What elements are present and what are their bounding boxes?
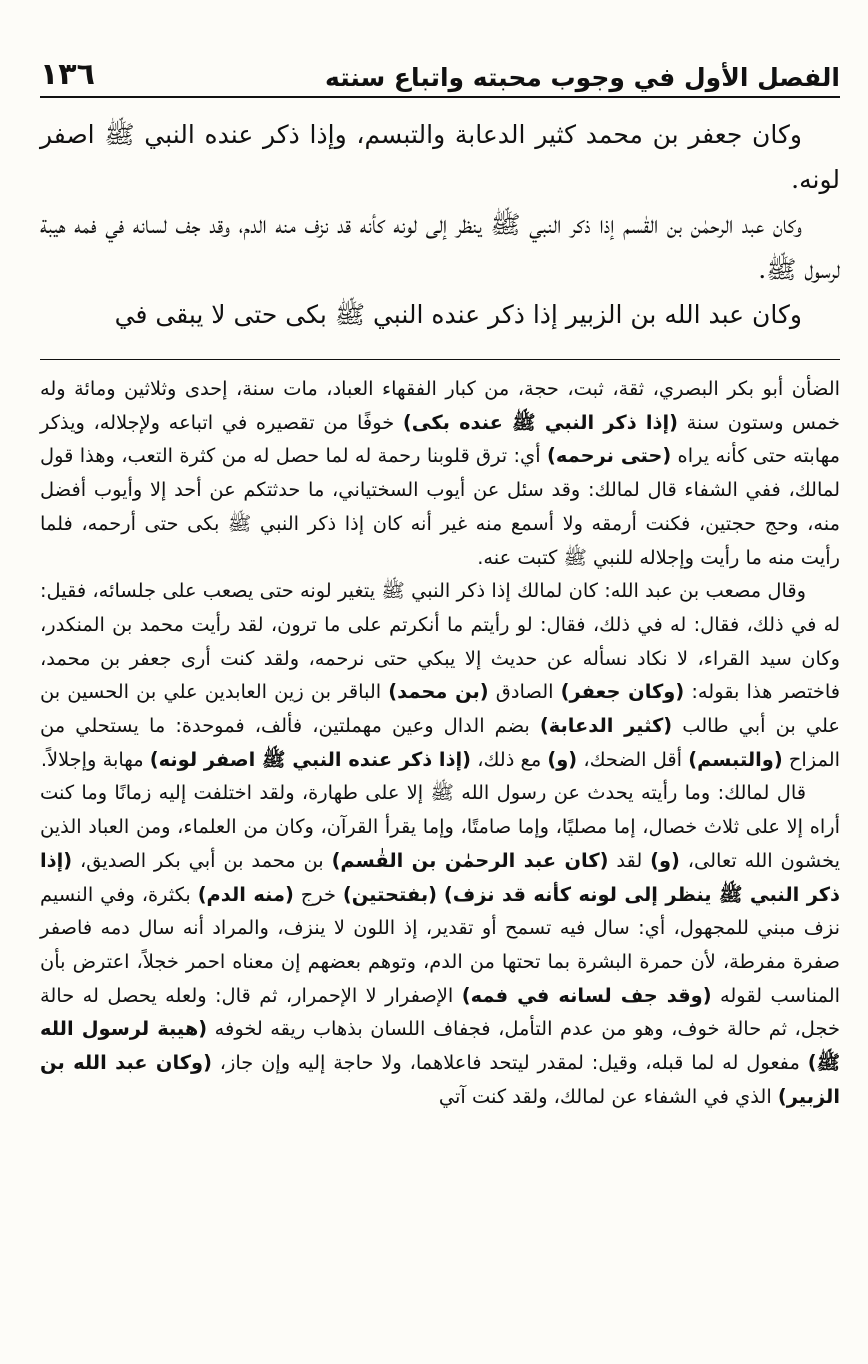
running-title: الفصل الأول في وجوب محبته واتباع سنته (325, 63, 840, 92)
quoted-matn: (والتبسم) (688, 747, 783, 771)
footnote-divider (40, 359, 840, 360)
quoted-matn: (إذا ذكر النبي ﷺ ينظر إلى لونه كأنه قد نزف) (40, 848, 841, 906)
quoted-matn: (هيبة لرسول الله ﷺ) (40, 1017, 840, 1075)
quoted-matn: (وكان جعفر) (560, 680, 685, 704)
commentary (40, 372, 840, 1113)
commentary-paragraph: قال لمالك: وما رأيته يحدث عن رسول الله ﷺ إلا على طهارة، ولقد اختلفت إليه زمانًا وما كنت أراه إلا على ثلاث خصال، إما مصليًا، وإما صامتًا، وإما يقرأ القرآن، وكان من العلماء، ومن العباد الذين يخشون الله تعالى، (و) لقد (كان عبد الرحمٰن بن القٰسم) بن محمد بن أبي بكر الصديق، (إذا ذكر النبي ﷺ ينظر إلى لونه كأنه قد نزف) (بفتحتين) خرج (منه الدم) بكثرة، وفي النسيم نزف مبني للمجهول، أي: سال فيه تسمح أو تقدير، إذ اللون لا ينزف، والمراد أنه سال دمه فاصفر صفرة مفرطة، لأن حمرة البشرة بما تحتها من الدم، وتوهم بعضهم إن معناه احمر خجلاً، اعترض بأن المناسب لقوله (وقد جف لسانه في فمه) الإصفرار لا الإحمرار، ثم قال: ولعله يحصل له حالة خجل، ثم حالة خوف، وهو من عدم التأمل، فجفاف اللسان بذهاب ريقه لخوفه (هيبة لرسول الله ﷺ) مفعول له لما قبله، وقيل: لمقدر ليتحد فاعلاهما، ولا حاجة إليه وإن جاز، (وكان عبد الله بن الزبير) الذي في الشفاء عن لمالك، ولقد كنت آتي (40, 781, 841, 1108)
commentary-paragraph: وقال مصعب بن عبد الله: كان لمالك إذا ذكر النبي ﷺ يتغير لونه حتى يصعب على جلسائه، فقيل: له في ذلك، فقال: له في ذلك، فقال: لو رأيتم ما أنكرتم على ما ترون، لقد رأيت محمد بن المنكدر، وكان سيد القراء، لا نكاد نسأله عن حديث إلا يبكي حتى نرحمه، ولقد كنت أرى جعفر بن محمد، فاختصر هذا بقوله: (وكان جعفر) الصادق (بن محمد) الباقر بن زين العابدين علي بن الحسين بن علي بن أبي طالب (كثير الدعابة) بضم الدال وعين مهملتين، فألف، فموحدة: ما يستحلي من المزاح (والتبسم) أقل الضحك، (و) مع ذلك، (إذا ذكر عنده النبي ﷺ اصفر لونه) مهابة وإجلالاً. (40, 579, 841, 771)
quoted-matn: (وقد جف لسانه في فمه) (461, 983, 712, 1007)
quoted-matn: (كثير الدعابة) (539, 714, 673, 738)
quoted-matn: (كان عبد الرحمٰن بن القٰسم) (331, 848, 609, 872)
main-text (40, 112, 840, 337)
page-header (40, 50, 840, 98)
commentary-paragraph: الضأن أبو بكر البصري، ثقة، ثبت، حجة، من كبار الفقهاء العباد، مات سنة، إحدى وثلاثين ومائة وله خمس وستون سنة (إذا ذكر النبي ﷺ عنده بكى) خوفًا من تقصيره في اتباعه ولإجلاله، ويذكر مهابته حتى كأنه يراه (حتى نرحمه) أي: ترق قلوبنا رحمة له لما حصل له من كثرة التعب، وهذا قول لمالك، ففي الشفاء قال لمالك: وقد سئل عن أيوب السختياني، ما حدثتكم عن أحد إلا وأيوب أفضل منه، وحج حجتين، فكنت أرمقه ولا أسمع منه غير أنه كان إذا ذكر النبي ﷺ بكى حتى أرحمه، فلما رأيت منه ما رأيت وإجلاله للنبي ﷺ كتبت عنه. (40, 377, 841, 569)
quoted-matn: (إذا ذكر عنده النبي ﷺ اصفر لونه) (149, 747, 472, 771)
quoted-matn: (و) (650, 848, 680, 872)
quoted-matn: (وكان عبد الله بن الزبير) (40, 1051, 840, 1108)
quoted-matn: (بفتحتين) (342, 882, 437, 906)
quoted-matn: (بن محمد) (388, 680, 489, 704)
main-paragraph: وكان عبد الله بن الزبير إذا ذكر عنده النبي ﷺ بكى حتى لا يبقى في (114, 300, 802, 329)
main-paragraph: وكان عبد الرحمٰن بن القٰسم إذا ذكر النبي ﷺ ينظر إلى لونه كأنه قد نزف منه الدم، وقد جف لسانه في فمه هيبة لرسول ﷺ. (40, 210, 840, 284)
quoted-matn: (إذا ذكر النبي ﷺ عنده بكى) (402, 410, 678, 434)
quoted-matn: (و) (547, 747, 578, 771)
page-number: ١٣٦ (40, 57, 95, 92)
quoted-matn: (حتى نرحمه) (546, 444, 672, 468)
quoted-matn: (منه الدم) (197, 882, 294, 906)
main-paragraph: وكان جعفر بن محمد كثير الدعابة والتبسم، وإذا ذكر عنده النبي ﷺ اصفر لونه. (40, 120, 840, 194)
